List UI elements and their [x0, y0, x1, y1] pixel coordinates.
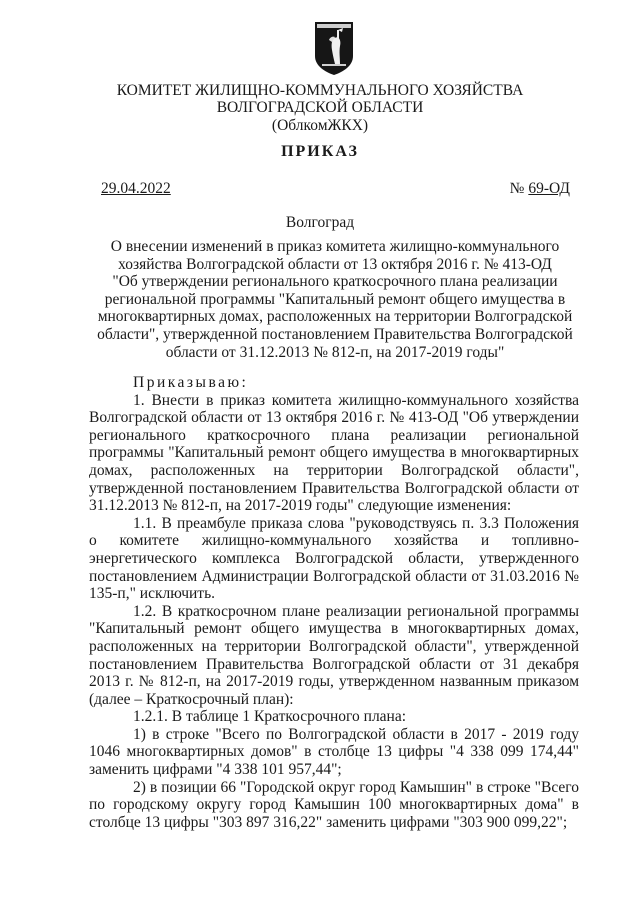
- subject-line: региональной программы "Капитальный ремонт общего имущества в: [104, 290, 566, 308]
- body-paragraph: 1.2. В краткосрочном плане реализации региональной программы "Капитальный ремонт общего имущества в многоквартирных домах, расположенных на территории Волгоградской области", утвержденной постановлением Правительства Волгоградской области от 31 декабря 2013 г. № 812-п, на 2017-2019 годы, утвержденном названным приказом (далее – Краткосрочный план):: [89, 602, 579, 708]
- body-paragraph: 1.2.1. В таблице 1 Краткосрочного плана:: [133, 708, 407, 726]
- number-prefix: №: [509, 180, 529, 197]
- coat-of-arms-emblem: [313, 20, 355, 76]
- body-paragraph: 1.1. В преамбуле приказа слова "руководствуясь п. 3.3 Положения о комитете жилищно-коммунального хозяйства и топливно-энергетического комплекса Волгоградской области, утвержденного постановлением Администрации Волгоградской области от 31.03.2016 № 135-п," исключить.: [89, 514, 579, 603]
- body-paragraph: 1) в строке "Всего по Волгоградской области в 2017 - 2019 году 1046 многоквартирных домов" в столбце 13 цифры "4 338 099 174,44" заменить цифрами "4 338 101 957,44";: [89, 725, 579, 779]
- body-paragraph: 2) в позиции 66 "Городской округ город Камышин" в строке "Всего по городскому округу город Камышин 100 многоквартирных дома" в столбце 13 цифры "303 897 316,22" заменить цифрами "303 900 099,22";: [89, 778, 579, 831]
- subject-line: хозяйства Волгоградской области от 13 октября 2016 г. № 413-ОД: [118, 255, 552, 273]
- organization-abbreviation: (ОблкомЖКХ): [271, 117, 369, 134]
- order-word: Приказываю:: [133, 374, 249, 391]
- body-paragraph: 1. Внести в приказ комитета жилищно-коммунального хозяйства Волгоградской области от 13 октября 2016 г. № 413-ОД "Об утверждении регионального краткосрочного плана реализации региональной программы "Капитальный ремонт общего имущества в многоквартирных домах, расположенных на территории Волгоградской области", утвержденной постановлением Правительства Волгоградской области от 31.12.2013 № 812-п, на 2017-2019 годы" следующие изменения:: [89, 391, 579, 515]
- document-body: [89, 374, 579, 831]
- number-value: 69-ОД: [528, 180, 570, 197]
- subject-line: области от 31.12.2013 № 812-п, на 2017-2019 годы": [165, 343, 505, 361]
- organization-name-line-1: КОМИТЕТ ЖИЛИЩНО-КОММУНАЛЬНОГО ХОЗЯЙСТВА: [116, 82, 524, 99]
- document-number: [510, 180, 570, 198]
- document-subject: [80, 238, 590, 361]
- subject-line: области", утвержденной постановлением Правительства Волгоградской: [97, 325, 573, 343]
- organization-name-line-2: ВОЛГОГРАДСКОЙ ОБЛАСТИ: [216, 99, 424, 116]
- subject-line: О внесении изменений в приказ комитета жилищно-коммунального: [110, 238, 560, 255]
- city-name: Волгоград: [285, 214, 355, 231]
- document-type-title: ПРИКАЗ: [281, 143, 359, 160]
- subject-line: "Об утверждении регионального краткосрочного плана реализации: [112, 273, 558, 291]
- subject-line: многоквартирных домах, расположенных на территории Волгоградской: [97, 308, 573, 326]
- document-date: 29.04.2022: [101, 180, 171, 197]
